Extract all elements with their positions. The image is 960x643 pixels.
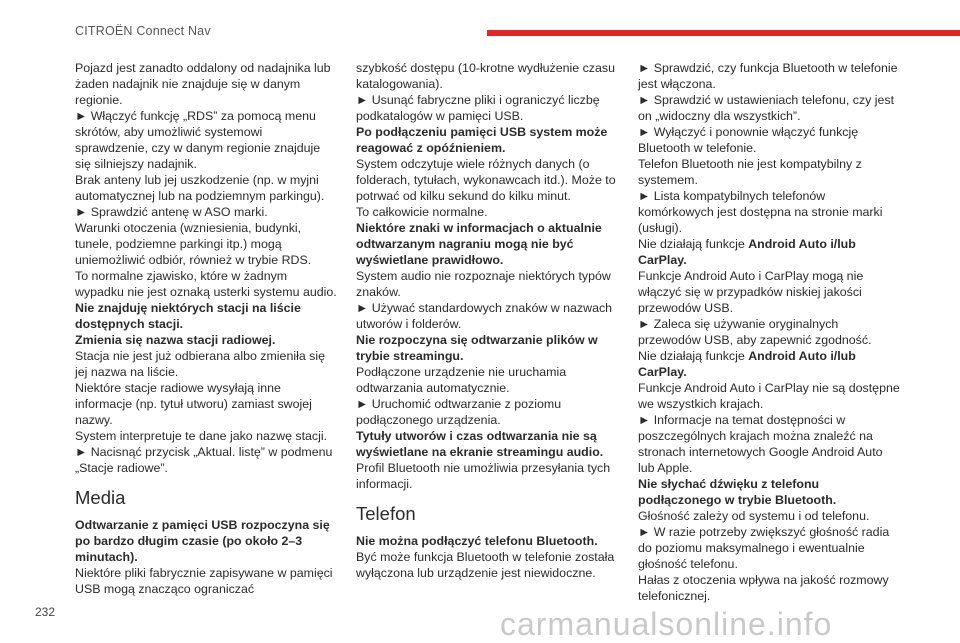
instruction-step: ► Lista kompatybilnych telefonów komórkowych jest dostępna na stronie marki (usługi). xyxy=(638,189,883,235)
body-paragraph: Telefon Bluetooth nie jest kompatybilny z systemem. xyxy=(638,157,862,187)
text-column-2 xyxy=(356,60,618,581)
instruction-step: ► Zaleca się używanie oryginalnych przewodów USB, aby zapewnić zgodność. xyxy=(638,317,872,347)
body-paragraph: Być może funkcja Bluetooth w telefonie została wyłączona lub urządzenie jest niewidoczne. xyxy=(356,550,615,580)
body-paragraph: To normalne zjawisko, które w żadnym wypadku nie jest oznaką usterki systemu audio. xyxy=(75,269,337,299)
mixed-question xyxy=(638,236,900,268)
bold-question: Odtwarzanie z pamięci USB rozpoczyna się po bardzo długim czasie (po około 2–3 minutach). xyxy=(75,518,330,564)
watermark-text: carmanualsonline.info xyxy=(500,606,833,642)
instruction-step: ► Sprawdzić antenę w ASO marki. xyxy=(75,205,268,219)
body-paragraph: Pojazd jest zanadto oddalony od nadajnika lub żaden nadajnik nie znajduje się w danym regionie. xyxy=(75,61,331,107)
bold-question: Zmienia się nazwa stacji radiowej. xyxy=(75,333,276,347)
instruction-step: ► Usunąć fabryczne pliki i ograniczyć liczbę podkatalogów w pamięci USB. xyxy=(356,93,600,123)
section-heading: Media xyxy=(75,487,126,508)
bold-question: Nie słychać dźwięku z telefonu podłączonego w trybie Bluetooth. xyxy=(638,477,837,507)
body-paragraph: Warunki otoczenia (wzniesienia, budynki, tunele, podziemne parkingi itp.) mogą uniemożliwić odbiór, również w trybie RDS. xyxy=(75,221,312,267)
body-paragraph: To całkowicie normalne. xyxy=(356,205,488,219)
body-paragraph: szybkość dostępu (10-krotne wydłużenie czasu katalogowania). xyxy=(356,61,615,91)
body-paragraph: Niektóre pliki fabrycznie zapisywane w pamięci USB mogą znacząco ograniczać xyxy=(75,566,333,596)
instruction-step: ► Nacisnąć przycisk „Aktual. listę” w podmenu „Stacje radiowe”. xyxy=(75,445,333,475)
instruction-step: ► Włączyć funkcję „RDS” za pomocą menu skrótów, aby umożliwić systemowi sprawdzenie, czy w danym regionie znajduje się silniejszy nadajnik. xyxy=(75,109,321,171)
body-paragraph: Niektóre stacje radiowe wysyłają inne informacje (np. tytuł utworu) zamiast swojej nazwy. xyxy=(75,381,312,427)
question-bold-part: Android Auto i/lub CarPlay. xyxy=(638,237,856,267)
body-paragraph: System interpretuje te dane jako nazwę stacji. xyxy=(75,429,328,443)
text-column-3 xyxy=(638,60,900,604)
instruction-step: ► Używać standardowych znaków w nazwach utworów i folderów. xyxy=(356,301,613,331)
bold-question: Nie znajduję niektórych stacji na liście dostępnych stacji. xyxy=(75,301,301,331)
body-paragraph: Głośność zależy od systemu i od telefonu. xyxy=(638,509,870,523)
body-paragraph: System odczytuje wiele różnych danych (o folderach, tytułach, wykonawcach itd.). Może to potrwać od kilku sekund do kilku minut. xyxy=(356,157,616,203)
body-paragraph: Stacja nie jest już odbierana albo zmieniła się jej nazwa na liście. xyxy=(75,349,326,379)
bold-question: Nie można podłączyć telefonu Bluetooth. xyxy=(356,534,598,548)
body-paragraph: Funkcje Android Auto i CarPlay nie są dostępne we wszystkich krajach. xyxy=(638,381,900,411)
mixed-question xyxy=(638,348,900,380)
body-paragraph: Profil Bluetooth nie umożliwia przesyłania tych informacji. xyxy=(356,461,611,491)
running-header-title: CITROËN Connect Nav xyxy=(75,24,211,38)
bold-question: Tytuły utworów i czas odtwarzania nie są wyświetlane na ekranie streamingu audio. xyxy=(356,429,604,459)
body-paragraph: Funkcje Android Auto i CarPlay mogą nie włączyć się w przypadków niskiej jakości przewodów USB. xyxy=(638,269,864,315)
bold-question: Nie rozpoczyna się odtwarzanie plików w trybie streamingu. xyxy=(356,333,598,363)
instruction-step: ► Sprawdzić, czy funkcja Bluetooth w telefonie jest włączona. xyxy=(638,61,898,91)
body-paragraph: Hałas z otoczenia wpływa na jakość rozmowy telefonicznej. xyxy=(638,573,889,603)
question-bold-part: Android Auto i/lub CarPlay. xyxy=(638,349,856,379)
question-prefix: Nie działają funkcje xyxy=(638,349,749,363)
question-prefix: Nie działają funkcje xyxy=(638,237,749,251)
body-paragraph: Brak anteny lub jej uszkodzenie (np. w myjni automatycznej lub na podziemnym parkingu). xyxy=(75,173,325,203)
instruction-step: ► Sprawdzić w ustawieniach telefonu, czy jest on „widoczny dla wszystkich”. xyxy=(638,93,895,123)
text-column-1 xyxy=(75,60,337,597)
bold-question: Niektóre znaki w informacjach o aktualnie odtwarzanym nagraniu mogą nie być wyświetlane prawidłowo. xyxy=(356,221,602,267)
body-paragraph: System audio nie rozpoznaje niektórych typów znaków. xyxy=(356,269,611,299)
body-paragraph: Podłączone urządzenie nie uruchamia odtwarzania automatycznie. xyxy=(356,365,567,395)
section-heading: Telefon xyxy=(356,503,416,524)
instruction-step: ► Informacje na temat dostępności w poszczególnych krajach można znaleźć na stronach internetowych Google Android Auto lub Apple. xyxy=(638,413,883,475)
instruction-step: ► Wyłączyć i ponownie włączyć funkcję Bluetooth w telefonie. xyxy=(638,125,859,155)
header-accent-bar xyxy=(487,30,960,36)
instruction-step: ► Uruchomić odtwarzanie z poziomu podłączonego urządzenia. xyxy=(356,397,562,427)
bold-question: Po podłączeniu pamięci USB system może reagować z opóźnieniem. xyxy=(356,125,608,155)
instruction-step: ► W razie potrzeby zwiększyć głośność radia do poziomu maksymalnego i ewentualnie głośność telefonu. xyxy=(638,525,890,571)
page-number: 232 xyxy=(35,605,56,619)
